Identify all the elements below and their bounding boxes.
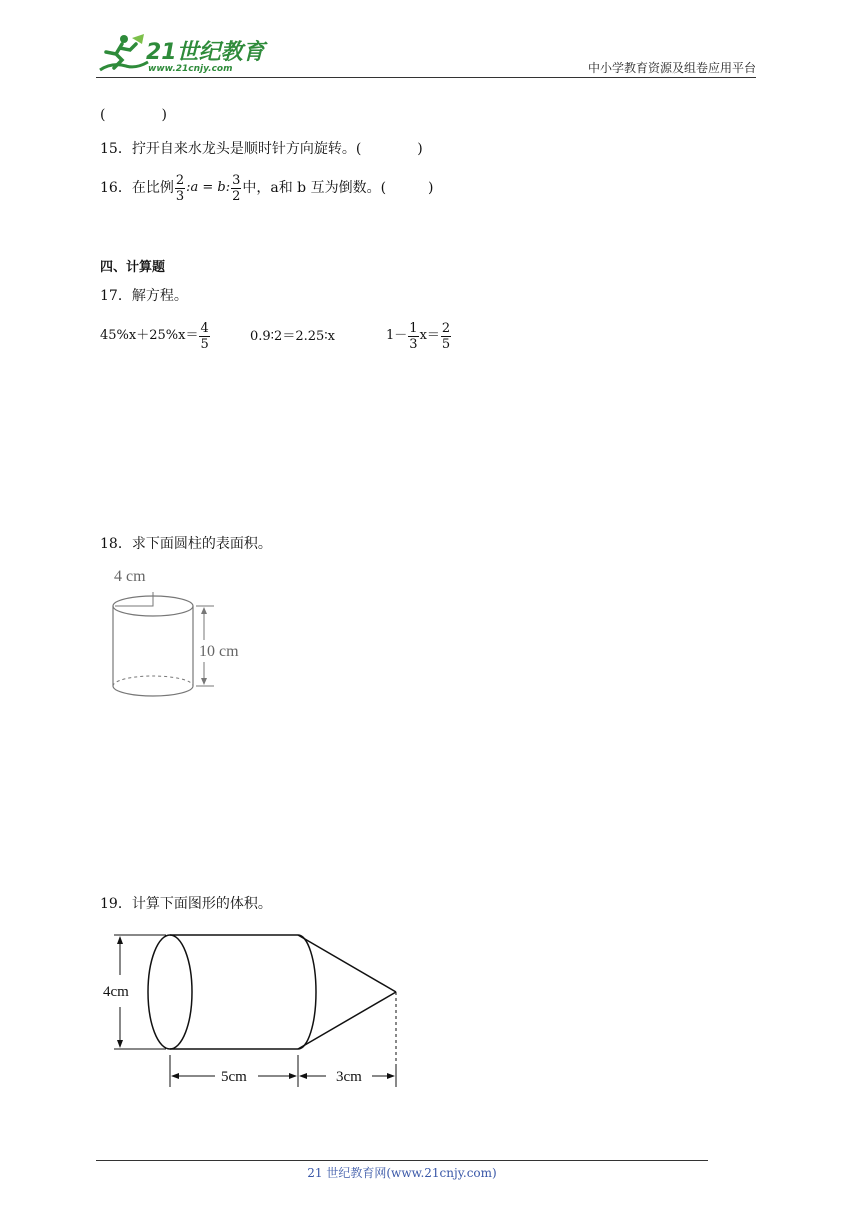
cylinder-cone-figure — [100, 925, 410, 1095]
header — [0, 0, 860, 80]
diameter-label: 4cm — [103, 984, 129, 1000]
arrow-head-left — [299, 1073, 307, 1079]
cylinder-left-ellipse — [148, 935, 192, 1049]
platform-name: 中小学教育资源及组卷应用平台 — [587, 61, 756, 75]
ratio-expression: :a = b: — [186, 180, 231, 195]
arrow-head-up — [201, 607, 207, 614]
question-number: 17． — [100, 288, 132, 304]
question-number: 19． — [100, 896, 132, 912]
fraction-two-fifths: $\frac{2}{5}$ — [441, 320, 451, 352]
question-18 — [100, 535, 272, 553]
question-text: 求下面圆柱的表面积。 — [131, 536, 272, 552]
header-rule — [96, 77, 756, 78]
cylinder-right-arc — [298, 935, 316, 1049]
fraction-three-halves: $\frac{3}{2}$ — [232, 172, 241, 204]
radius-line — [115, 592, 153, 606]
prev-question-tail: ( ) — [100, 107, 167, 123]
cylinder-figure — [100, 560, 260, 710]
question-15 — [100, 140, 423, 158]
logo-main-text: 21世纪教育 — [146, 40, 265, 65]
cone-top-edge — [298, 935, 396, 992]
logo-url-text: www.21cnjy.com — [148, 64, 233, 74]
cone-length-label: 3cm — [336, 1069, 362, 1085]
cylinder-bottom-back — [113, 676, 193, 686]
cylinder-length-label: 5cm — [221, 1069, 247, 1085]
cone-bottom-edge — [298, 992, 396, 1049]
question-17 — [100, 287, 188, 305]
equation-2: 0.9∶2＝2.25∶x — [250, 329, 335, 344]
radius-label: 4 cm — [114, 568, 146, 585]
fraction-two-thirds: $\frac{2}{3}$ — [175, 172, 185, 204]
footer-rule — [96, 1160, 708, 1161]
cylinder-bottom-front — [113, 686, 193, 696]
arrow-head-right — [387, 1073, 395, 1079]
footer-text: 21 世纪教育网(www.21cnjy.com) — [307, 1166, 497, 1180]
section-title: 四、计算题 — [100, 260, 166, 275]
fraction-one-third: $\frac{1}{3}$ — [409, 320, 418, 352]
arrow-head-right — [289, 1073, 297, 1079]
question-number: 15． — [100, 141, 132, 157]
equation-1: 45%x＋25%x＝ $\frac{4}{5}$ — [100, 320, 209, 352]
arrow-head-down — [201, 678, 207, 685]
arrow-head-left — [171, 1073, 179, 1079]
question-text: 拧开自来水龙头是顺时针方向旋转。( ) — [131, 141, 423, 157]
question-19 — [100, 895, 272, 913]
question-text: 计算下面图形的体积。 — [131, 896, 272, 912]
arrow-head-down — [117, 1040, 123, 1048]
logo-runner-icon — [92, 32, 152, 76]
question-text-post: 中，a和 b 互为倒数。( ) — [242, 180, 434, 196]
arrow-head-up — [117, 936, 123, 944]
height-label: 10 cm — [199, 643, 239, 660]
question-text-pre: 在比例 — [131, 180, 174, 196]
question-number: 18． — [100, 536, 132, 552]
question-16 — [100, 170, 434, 206]
question-number: 16． — [100, 180, 132, 196]
fraction-four-fifths: $\frac{4}{5}$ — [200, 320, 209, 352]
question-text: 解方程。 — [131, 288, 188, 304]
equation-3: 1－ $\frac{1}{3}$ x＝ $\frac{2}{5}$ — [386, 320, 451, 352]
